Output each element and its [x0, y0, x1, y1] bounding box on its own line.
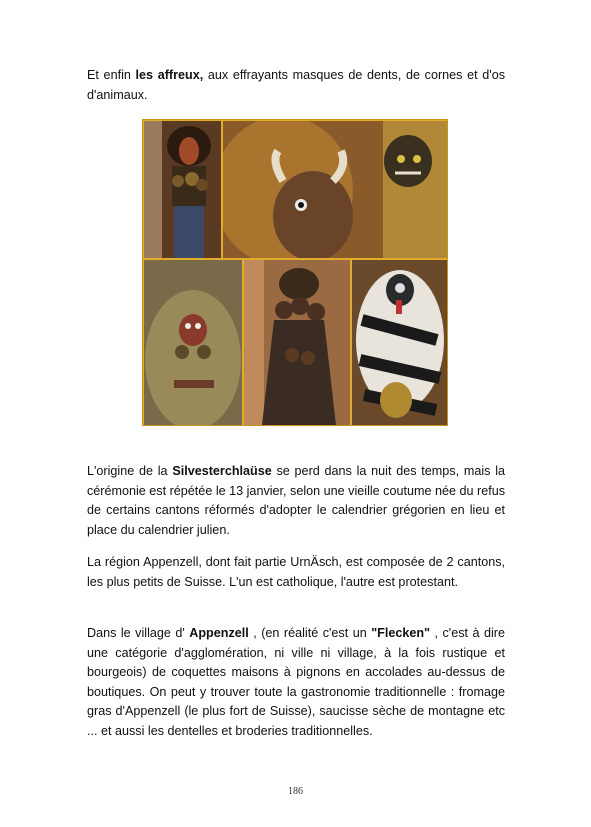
photo-collage [142, 119, 448, 426]
photo-dark-costume-with-bells [244, 260, 350, 425]
photo-masked-figure-with-bells [144, 121, 221, 258]
page-number: 186 [288, 786, 303, 797]
paragraph-appenzell-village: Dans le village d' Appenzell , (en réalité c'est un "Flecken" , c'est à dire une catégorie d'agglomération, ni ville ni village, à la fois rustique et bourgeois) de coquettes maisons à pignons en accolades au-dessus de boutiques. On peut y trouver toute la gastronomie traditionnelle : fromage gras d'Appenzell (le plus fort de Suisse), saucisse sèche de montagne etc ... et aussi les dentelles et broderies traditionnelles. [87, 626, 505, 738]
paragraph-silvesterchlause-origin: L'origine de la Silvesterchlaüse se perd dans la nuit des temps, mais la cérémonie est répétée le 13 janvier, selon une vieille coutume née du refus de certains cantons réformés d'adopter le calendrier grégorien en lieu et place du calendrier julien. [87, 464, 505, 537]
photo-hay-monster-with-horns [223, 121, 447, 258]
paragraph-les-affreux: Et enfin les affreux, aux effrayants masques de dents, de cornes et d'os d'animaux. [87, 68, 505, 102]
photo-straw-costume-with-mask [144, 260, 242, 425]
paragraph-appenzell-region: La région Appenzell, dont fait partie UrnÄsch, est composée de 2 cantons, les plus petits de Suisse. L'un est catholique, l'autre est protestant. [87, 555, 505, 589]
photo-fur-costume-with-bell [352, 260, 447, 425]
